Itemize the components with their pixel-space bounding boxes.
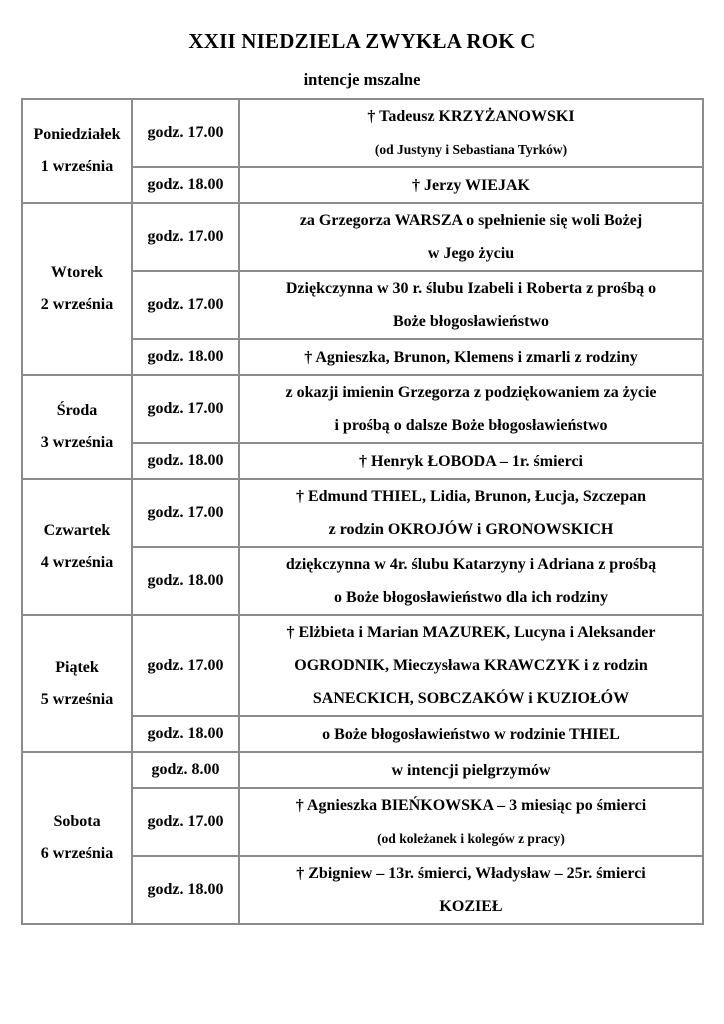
mass-time: godz. 17.00 — [132, 788, 239, 856]
day-date: 4 września — [40, 554, 114, 571]
table-row — [22, 479, 703, 547]
mass-intention — [239, 375, 703, 443]
table-row — [22, 375, 703, 443]
mass-time: godz. 8.00 — [132, 752, 239, 788]
table-row — [22, 752, 703, 788]
mass-intentions-table — [21, 98, 704, 925]
mass-time: godz. 17.00 — [132, 203, 239, 271]
intention-line: † Tadeusz KRZYŻANOWSKI — [367, 108, 575, 125]
mass-time: godz. 17.00 — [132, 99, 239, 167]
intention-line: (od Justyny i Sebastiana Tyrków) — [374, 142, 568, 157]
mass-intention — [239, 547, 703, 615]
mass-time: godz. 18.00 — [132, 443, 239, 479]
day-cell-tuesday — [22, 203, 132, 375]
mass-intention — [239, 339, 703, 375]
day-cell-friday — [22, 615, 132, 752]
day-date: 5 września — [40, 690, 114, 708]
mass-intention — [239, 203, 703, 271]
page-title: XXII NIEDZIELA ZWYKŁA ROK C — [188, 29, 536, 53]
day-date: 1 września — [40, 158, 114, 175]
intention-line: z okazji imienin Grzegorza z podziękowaniem za życie — [285, 384, 657, 401]
intention-line: Dziękczynna w 30 r. ślubu Izabeli i Roberta z prośbą o — [285, 280, 657, 297]
mass-intention — [239, 716, 703, 752]
mass-intention — [239, 479, 703, 547]
intention-line: dziękczynna w 4r. ślubu Katarzyny i Adriana z prośbą — [285, 556, 657, 573]
intention-line: w intencji pielgrzymów — [391, 761, 551, 779]
day-name: Wtorek — [50, 264, 104, 281]
mass-intention — [239, 615, 703, 716]
table-row — [22, 99, 703, 167]
day-name: Sobota — [53, 813, 101, 830]
day-cell-thursday — [22, 479, 132, 615]
intention-line: † Elżbieta i Marian MAZUREK, Lucyna i Aleksander — [286, 624, 656, 641]
mass-time: godz. 17.00 — [132, 375, 239, 443]
mass-time: godz. 17.00 — [132, 479, 239, 547]
intention-line: SANECKICH, SOBCZAKÓW i KUZIOŁÓW — [312, 690, 630, 707]
intention-line: † Zbigniew – 13r. śmierci, Władysław – 25r. śmierci — [296, 865, 646, 882]
day-date: 2 września — [40, 296, 114, 313]
table-row — [22, 203, 703, 271]
intention-line: † Agnieszka BIEŃKOWSKA – 3 miesiąc po śmierci — [295, 797, 647, 814]
intention-line: (od koleżanek i kolegów z pracy) — [377, 831, 565, 846]
mass-time: godz. 18.00 — [132, 167, 239, 203]
mass-time: godz. 18.00 — [132, 547, 239, 615]
day-date: 3 września — [40, 434, 114, 451]
day-cell-monday — [22, 99, 132, 203]
day-name: Czwartek — [43, 522, 111, 539]
mass-time: godz. 18.00 — [132, 856, 239, 924]
intention-line: za Grzegorza WARSZA o spełnienie się woli Bożej — [299, 212, 643, 229]
day-cell-saturday — [22, 752, 132, 924]
intention-line: † Henryk ŁOBODA – 1r. śmierci — [359, 452, 583, 470]
intention-line: i prośbą o dalsze Boże błogosławieństwo — [334, 417, 608, 434]
intention-line: w Jego życiu — [427, 245, 515, 262]
mass-intention — [239, 788, 703, 856]
page-subtitle: intencje mszalne — [303, 70, 421, 89]
intention-line: † Agnieszka, Brunon, Klemens i zmarli z rodziny — [304, 348, 638, 366]
mass-intention — [239, 271, 703, 339]
mass-intention — [239, 167, 703, 203]
day-name: Piątek — [55, 658, 99, 676]
mass-intention — [239, 752, 703, 788]
intention-line: Boże błogosławieństwo — [393, 313, 549, 330]
intention-line: KOZIEŁ — [439, 898, 503, 915]
day-cell-wednesday — [22, 375, 132, 479]
mass-time: godz. 18.00 — [132, 716, 239, 752]
day-name: Poniedziałek — [33, 126, 121, 143]
intention-line: o Boże błogosławieństwo w rodzinie THIEL — [322, 725, 620, 743]
intention-line: † Jerzy WIEJAK — [412, 176, 530, 194]
mass-intention — [239, 99, 703, 167]
table-row — [22, 615, 703, 716]
mass-time: godz. 17.00 — [132, 615, 239, 716]
day-name: Środa — [56, 402, 98, 419]
mass-time: godz. 17.00 — [132, 271, 239, 339]
intention-line: † Edmund THIEL, Lidia, Brunon, Łucja, Szczepan — [295, 488, 647, 505]
intention-line: OGRODNIK, Mieczysława KRAWCZYK i z rodzin — [294, 657, 648, 674]
mass-intention — [239, 856, 703, 924]
mass-intention — [239, 443, 703, 479]
mass-time: godz. 18.00 — [132, 339, 239, 375]
intention-line: o Boże błogosławieństwo dla ich rodziny — [334, 589, 608, 606]
intention-line: z rodzin OKROJÓW i GRONOWSKICH — [328, 521, 614, 538]
day-date: 6 września — [40, 845, 114, 862]
